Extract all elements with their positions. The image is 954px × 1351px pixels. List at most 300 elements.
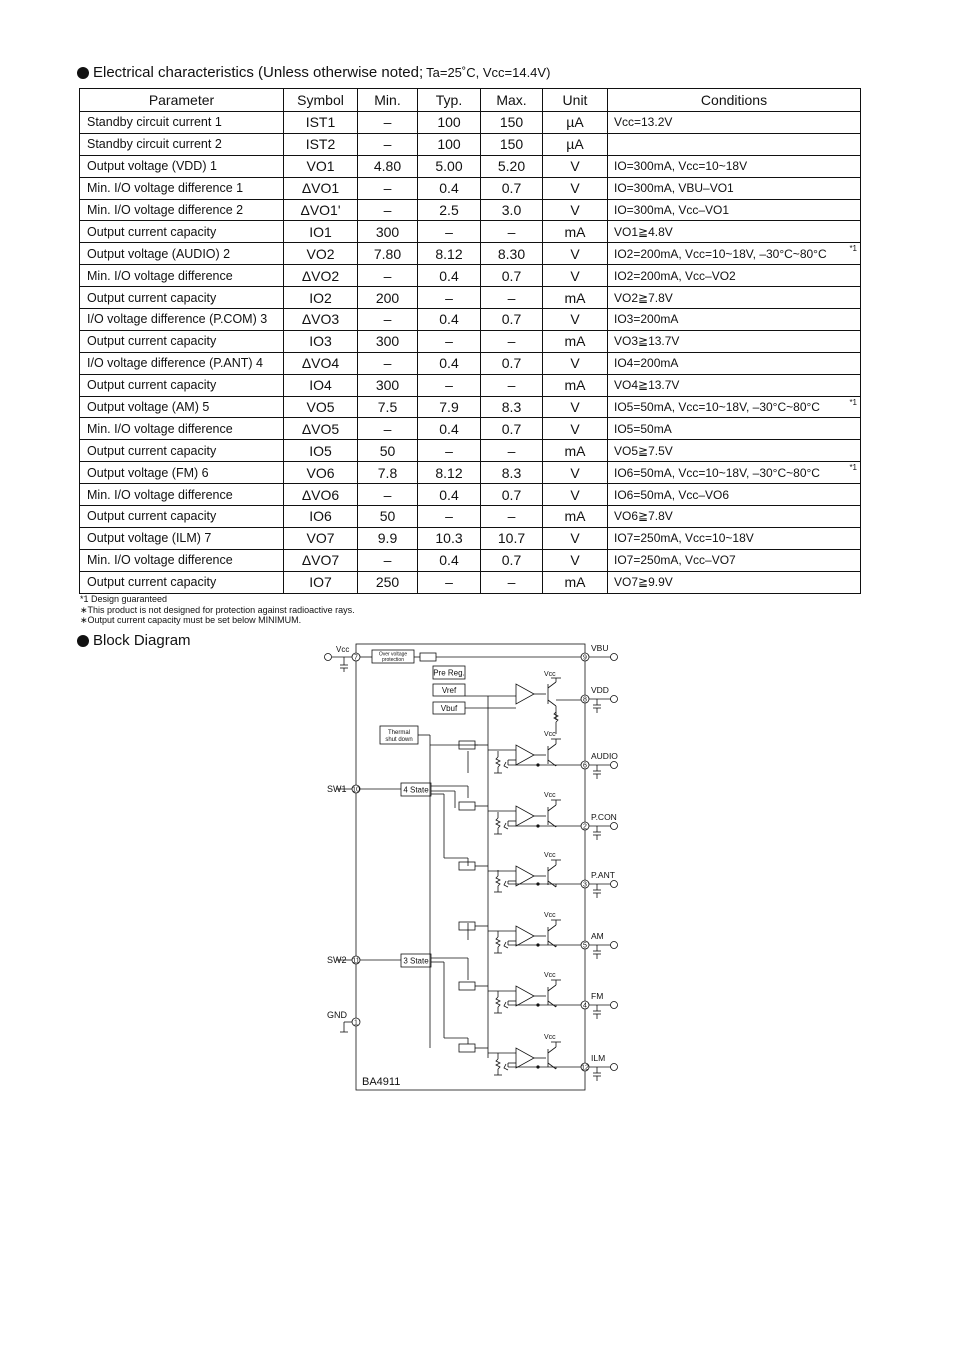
cell-symbol <box>284 549 358 571</box>
cell-text: – <box>507 442 516 459</box>
cell-symbol <box>284 571 358 593</box>
cell-min <box>358 418 418 440</box>
cell-text: V <box>570 552 580 569</box>
pin-sw1 <box>327 784 401 794</box>
cell-parameter <box>80 330 284 352</box>
op-amp-icon <box>516 866 534 886</box>
cell-symbol <box>284 396 358 418</box>
cell-text: – <box>445 333 453 350</box>
cell-text: VO7≧9.9V <box>614 575 673 590</box>
cell-text: V <box>570 311 580 328</box>
cell-min <box>358 352 418 374</box>
switch-icon <box>459 922 475 930</box>
electrical-title-main: Electrical characteristics (Unless otherwise noted; <box>93 64 424 81</box>
cell-text: V <box>570 202 580 218</box>
vcc-label: Vcc <box>544 972 556 979</box>
regulator-channel <box>459 912 581 953</box>
cell-text: ΔVO3 <box>301 311 340 328</box>
cell-typ <box>418 155 481 177</box>
cell-max <box>481 374 543 396</box>
regulator-channel <box>459 972 581 1013</box>
cell-text: Standby circuit current 1 <box>87 115 222 130</box>
cell-parameter <box>80 155 284 177</box>
table-row <box>80 265 861 287</box>
cell-unit <box>543 418 608 440</box>
cell-text: Min. I/O voltage difference <box>87 421 233 436</box>
block-diagram <box>318 638 628 1098</box>
vref-label: Vref <box>441 686 457 695</box>
cell-text: 0.4 <box>439 486 459 503</box>
cell-text: VO7 <box>306 530 335 547</box>
cell-min <box>358 112 418 134</box>
cell-conditions <box>608 484 861 506</box>
cell-text: – <box>383 267 392 284</box>
cell-text: IO5=50mA <box>614 421 672 436</box>
switch-icon <box>459 982 475 990</box>
cell-text: V <box>570 245 580 262</box>
right-pins <box>581 643 618 1081</box>
cell-unit <box>543 571 608 593</box>
cell-min <box>358 396 418 418</box>
cell-text: Output current capacity <box>87 443 217 458</box>
cell-unit <box>543 265 608 287</box>
cell-text: Output current capacity <box>87 575 217 590</box>
pin-label: AM <box>591 931 604 941</box>
cell-min <box>358 243 418 265</box>
pin-label: SW1 <box>327 784 347 794</box>
cell-text: 5.20 <box>497 158 526 175</box>
output-channels <box>459 731 581 1075</box>
cell-symbol <box>284 484 358 506</box>
note-radioactive: ∗This product is not designed for protection against radioactive rays. <box>80 604 355 615</box>
cell-parameter <box>80 549 284 571</box>
cell-min <box>358 330 418 352</box>
cell-max <box>481 418 543 440</box>
cell-text: I/O voltage difference (P.ANT) 4 <box>87 356 264 371</box>
cell-max <box>481 396 543 418</box>
cell-symbol <box>284 440 358 462</box>
cell-conditions <box>608 571 861 593</box>
cell-text: 0.7 <box>501 420 522 437</box>
cell-unit <box>543 112 608 134</box>
op-amp-icon <box>516 806 534 826</box>
cell-text: 150 <box>499 114 524 131</box>
table-row <box>80 440 861 462</box>
cell-text: V <box>570 530 580 547</box>
cell-parameter <box>80 527 284 549</box>
cell-unit <box>543 309 608 331</box>
cell-text: 0.4 <box>439 311 459 328</box>
cell-typ <box>418 462 481 484</box>
cell-text: 0.7 <box>501 552 522 569</box>
cell-conditions <box>608 418 861 440</box>
cell-parameter <box>80 265 284 287</box>
cell-typ <box>418 506 481 528</box>
cell-symbol <box>284 506 358 528</box>
chip-outline <box>356 644 585 1090</box>
footnote-mark: *1 <box>849 244 857 254</box>
cell-parameter <box>80 199 284 221</box>
cell-text: VO6 <box>306 464 335 481</box>
pin-sw2 <box>327 955 401 965</box>
cell-text: IST2 <box>305 136 336 153</box>
table-row <box>80 484 861 506</box>
cell-min <box>358 287 418 309</box>
cell-text: ΔVO2 <box>301 267 340 284</box>
cell-text: ΔVO5 <box>301 420 340 437</box>
cell-text: 100 <box>437 114 461 131</box>
cell-unit <box>543 199 608 221</box>
cell-max <box>481 440 543 462</box>
cell-symbol <box>284 112 358 134</box>
cell-text: ΔVO1 <box>301 180 340 197</box>
cell-text: 0.7 <box>501 311 522 328</box>
cell-min <box>358 309 418 331</box>
cell-text: mA <box>564 377 586 394</box>
op-amp-icon <box>516 986 534 1006</box>
cell-max <box>481 571 543 593</box>
cell-typ <box>418 243 481 265</box>
cell-text: IO5 <box>309 442 332 459</box>
cell-symbol <box>284 199 358 221</box>
cell-text: 0.7 <box>501 355 522 372</box>
cell-text: Output current capacity <box>87 378 217 393</box>
cell-text: 8.12 <box>435 245 463 262</box>
cell-conditions <box>608 549 861 571</box>
cell-text: IO6=50mA, Vcc=10~18V, –30°C~80°C <box>614 465 820 480</box>
cell-text: Output voltage (AUDIO) 2 <box>87 246 231 261</box>
cell-unit <box>543 506 608 528</box>
cell-max <box>481 199 543 221</box>
thermal-label-1: Thermal <box>387 730 411 736</box>
pin-vbu <box>581 643 618 662</box>
header-unit: Unit <box>543 89 608 112</box>
cell-text: – <box>507 574 516 591</box>
cell-conditions <box>608 396 861 418</box>
cell-conditions <box>608 155 861 177</box>
cell-text: 9.9 <box>377 530 398 547</box>
electrical-section-title <box>77 64 550 81</box>
cell-text: 0.7 <box>501 486 522 503</box>
cell-typ <box>418 374 481 396</box>
cell-text: 300 <box>375 377 400 394</box>
table-row <box>80 571 861 593</box>
block-diagram-title: Block Diagram <box>93 632 191 649</box>
cell-symbol <box>284 330 358 352</box>
pin-p-ant <box>581 870 618 898</box>
pin-label: FM <box>591 991 604 1001</box>
pin-ilm <box>581 1053 618 1081</box>
table-body <box>80 112 861 594</box>
cell-text: Min. I/O voltage difference <box>87 553 233 568</box>
vcc-label: Vcc <box>544 912 556 919</box>
cell-max <box>481 177 543 199</box>
cell-max <box>481 330 543 352</box>
cell-text: Output current capacity <box>87 290 217 305</box>
cell-unit <box>543 484 608 506</box>
cell-text: 5.00 <box>435 158 463 175</box>
table-row <box>80 133 861 155</box>
pin-label: P.CON <box>591 812 617 822</box>
switch-icon <box>459 862 475 870</box>
cell-conditions <box>608 440 861 462</box>
table-row <box>80 549 861 571</box>
header-parameter: Parameter <box>80 89 284 112</box>
note-design-guaranteed: *1 Design guaranteed <box>80 594 168 604</box>
cell-conditions <box>608 506 861 528</box>
cell-text: mA <box>564 289 586 306</box>
cell-text: – <box>507 508 516 525</box>
pin-audio <box>581 751 618 779</box>
note-current-capacity: ∗Output current capacity must be set below MINIMUM. <box>80 615 302 625</box>
cell-text: – <box>383 355 392 372</box>
cell-text: Output current capacity <box>87 334 217 349</box>
cell-text: IO=300mA, Vcc–VO1 <box>614 203 730 217</box>
cell-max <box>481 352 543 374</box>
switch-icon <box>459 802 475 810</box>
switch-icon <box>459 1044 475 1052</box>
pin-number: 7 <box>354 654 358 662</box>
cell-text: V <box>570 420 580 437</box>
four-state-label: 4 State <box>403 785 429 795</box>
cell-text: V <box>570 180 580 197</box>
cell-conditions <box>608 199 861 221</box>
cell-text: 300 <box>375 223 400 240</box>
op-amp-icon <box>516 926 534 946</box>
regulator-channel <box>459 852 581 892</box>
bullet-icon <box>77 67 89 79</box>
table-row <box>80 506 861 528</box>
cell-typ <box>418 112 481 134</box>
cell-unit <box>543 221 608 243</box>
three-state-label: 3 State <box>403 956 429 966</box>
table-row <box>80 221 861 243</box>
cell-text: 7.9 <box>439 399 459 416</box>
cell-text: VO1≧4.8V <box>614 224 673 239</box>
cell-text: IO=300mA, Vcc=10~18V <box>614 159 748 174</box>
cell-typ <box>418 418 481 440</box>
cell-text: – <box>383 202 392 218</box>
cell-text: Output voltage (VDD) 1 <box>87 159 217 174</box>
cell-symbol <box>284 462 358 484</box>
cell-max <box>481 221 543 243</box>
cell-max <box>481 462 543 484</box>
cell-min <box>358 221 418 243</box>
cell-unit <box>543 243 608 265</box>
cell-text: Min. I/O voltage difference 2 <box>87 203 244 217</box>
cell-text: ΔVO4 <box>301 355 340 372</box>
cell-conditions <box>608 221 861 243</box>
cell-text: ΔVO1' <box>300 202 341 218</box>
regulator-channel <box>459 1034 581 1075</box>
table-row <box>80 462 861 484</box>
cell-text: Min. I/O voltage difference <box>87 487 233 502</box>
cell-parameter <box>80 243 284 265</box>
table-header-row <box>80 89 861 112</box>
cell-text: V <box>570 399 580 416</box>
cell-max <box>481 243 543 265</box>
op-amp-icon <box>516 745 534 765</box>
pin-p-con <box>581 812 618 840</box>
cell-text: VO6≧7.8V <box>614 509 673 524</box>
pin-number: 1 <box>354 1019 358 1027</box>
bullet-icon <box>77 635 89 647</box>
cell-typ <box>418 352 481 374</box>
cell-text: VO2≧7.8V <box>614 290 673 305</box>
cell-text: 7.5 <box>377 399 398 416</box>
cell-text: V <box>570 486 580 503</box>
cell-text: V <box>570 267 580 284</box>
cell-min <box>358 177 418 199</box>
cell-text: – <box>383 311 392 328</box>
cell-text: Output current capacity <box>87 509 217 524</box>
pin-number: 6 <box>583 762 587 770</box>
cell-unit <box>543 352 608 374</box>
cell-text: – <box>445 508 453 525</box>
table-row <box>80 155 861 177</box>
pin-label: VDD <box>591 685 609 695</box>
cell-text: Vcc=13.2V <box>614 115 673 130</box>
cell-parameter <box>80 112 284 134</box>
pin-number: 11 <box>352 957 360 965</box>
cell-typ <box>418 199 481 221</box>
cell-text: 8.30 <box>497 245 526 262</box>
header-min: Min. <box>358 89 418 112</box>
cell-typ <box>418 265 481 287</box>
cell-text: IO4=200mA <box>614 356 679 371</box>
cell-text: 8.3 <box>501 399 522 416</box>
cell-symbol <box>284 221 358 243</box>
electrical-characteristics-table-wrap <box>79 88 860 594</box>
pre-reg-label: Pre Reg. <box>433 668 465 678</box>
cell-text: IO3 <box>309 333 332 350</box>
cell-unit <box>543 462 608 484</box>
cell-text: 50 <box>379 508 396 525</box>
chip-name: BA4911 <box>362 1076 401 1088</box>
cell-text: Output voltage (FM) 6 <box>87 465 209 480</box>
electrical-characteristics-table <box>79 88 861 594</box>
cell-typ <box>418 484 481 506</box>
cell-text: 7.80 <box>373 245 402 262</box>
cell-text: 250 <box>375 574 400 591</box>
pin-number: 4 <box>583 1002 587 1010</box>
cell-text: – <box>383 486 392 503</box>
header-typ: Typ. <box>418 89 481 112</box>
regulator-channel <box>459 792 581 834</box>
cell-max <box>481 527 543 549</box>
cell-text: mA <box>564 333 586 350</box>
cell-text: – <box>445 574 453 591</box>
electrical-title-conditions: Ta=25˚C, Vcc=14.4V) <box>426 65 551 80</box>
cell-conditions <box>608 243 861 265</box>
cell-text: – <box>383 420 392 437</box>
cell-min <box>358 265 418 287</box>
cell-conditions <box>608 352 861 374</box>
cell-text: – <box>507 333 516 350</box>
table-row <box>80 287 861 309</box>
cell-typ <box>418 287 481 309</box>
cell-conditions <box>608 309 861 331</box>
pin-label: ILM <box>591 1053 606 1063</box>
cell-text: – <box>507 377 516 394</box>
vcc-label: Vcc <box>544 1034 556 1041</box>
cell-symbol <box>284 265 358 287</box>
cell-unit <box>543 374 608 396</box>
cell-text: 150 <box>499 136 524 153</box>
cell-symbol <box>284 177 358 199</box>
cell-text: 10.7 <box>497 530 526 547</box>
pin-label: SW2 <box>327 955 347 965</box>
pin-number: 12 <box>581 1064 589 1072</box>
cell-unit <box>543 549 608 571</box>
table-row <box>80 418 861 440</box>
pin-number: 9 <box>583 654 587 662</box>
table-row <box>80 396 861 418</box>
cell-max <box>481 133 543 155</box>
cell-text: VO2 <box>306 245 335 262</box>
cell-text: mA <box>564 574 586 591</box>
table-row <box>80 243 861 265</box>
cell-min <box>358 440 418 462</box>
cell-text: Output voltage (ILM) 7 <box>87 531 212 546</box>
cell-typ <box>418 133 481 155</box>
cell-text: ΔVO7 <box>301 552 340 569</box>
cell-symbol <box>284 352 358 374</box>
cell-max <box>481 549 543 571</box>
cell-text: ΔVO6 <box>301 486 340 503</box>
cell-text: 2.5 <box>439 202 459 218</box>
table-row <box>80 374 861 396</box>
cell-min <box>358 549 418 571</box>
cell-parameter <box>80 287 284 309</box>
cell-text: 0.4 <box>439 355 459 372</box>
cell-symbol <box>284 527 358 549</box>
pin-fm <box>581 991 618 1019</box>
cell-text: V <box>570 464 580 481</box>
cell-conditions <box>608 462 861 484</box>
pin-vdd <box>581 685 618 713</box>
cell-text: 0.7 <box>501 267 522 284</box>
footnote-mark: *1 <box>849 397 857 407</box>
cell-conditions <box>608 287 861 309</box>
cell-conditions <box>608 112 861 134</box>
pin-number: 10 <box>352 786 360 794</box>
pin-am <box>581 931 618 959</box>
cell-unit <box>543 440 608 462</box>
cell-typ <box>418 177 481 199</box>
cell-text: 0.4 <box>439 267 459 284</box>
vcc-label: Vcc <box>544 792 556 799</box>
pin-label: AUDIO <box>591 751 618 761</box>
cell-parameter <box>80 462 284 484</box>
cell-text: V <box>570 158 580 175</box>
cell-max <box>481 506 543 528</box>
table-row <box>80 330 861 352</box>
cell-text: Min. I/O voltage difference 1 <box>87 181 244 196</box>
vcc-label: Vcc <box>544 731 556 738</box>
cell-min <box>358 199 418 221</box>
op-amp-icon <box>516 1048 534 1068</box>
pin-label: VBU <box>591 643 609 653</box>
cell-text: IO7=250mA, Vcc–VO7 <box>614 553 736 568</box>
cell-parameter <box>80 418 284 440</box>
cell-text: IO2=200mA, Vcc=10~18V, –30°C~80°C <box>614 246 827 261</box>
regulator-channel <box>459 731 581 773</box>
header-max: Max. <box>481 89 543 112</box>
cell-typ <box>418 549 481 571</box>
cell-parameter <box>80 571 284 593</box>
cell-text: 7.8 <box>377 464 398 481</box>
